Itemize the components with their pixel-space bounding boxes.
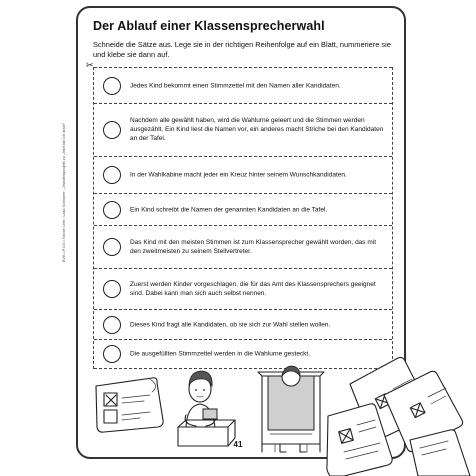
sentence-text: Ein Kind schreibt die Namen der genannten Kandidaten an die Tafel.	[130, 205, 328, 213]
instruction-text: Schneide die Sätze aus. Lege sie in der richtigen Reihenfolge auf ein Blatt, nummeriere sie und klebe sie dann auf.	[93, 40, 391, 59]
sentence-text: Jedes Kind bekommt einen Stimmzettel mit den Namen aller Kandidaten.	[130, 81, 341, 89]
ballot-paper-illustration	[96, 378, 163, 432]
ballot-pile-illustration	[327, 357, 470, 476]
child-with-ballot-box-illustration	[178, 371, 235, 446]
page-title: Der Ablauf einer Klassensprecherwahl	[93, 19, 325, 33]
sentence-text: Das Kind mit den meisten Stimmen ist zum Klassensprecher gewählt worden, das mit den zweitmeisten zu seinem Stellvertreter.	[130, 238, 377, 255]
sentence-text: In der Wahlkabine macht jeder ein Kreuz hinter seinem Wunschkandidaten.	[130, 171, 347, 179]
sentence-text: Dieses Kind fragt alle Kandidaten, ob sie sich zur Wahl stellen wollen.	[130, 320, 331, 328]
sentence-text: Die ausgefüllten Stimmzettel werden in die Wahlurne gesteckt.	[130, 350, 311, 358]
copyright-note: BVK LP103 • Nicole Lehr / Laila Schlomer: „Jeandleaprojekt zu „Jetzt bin ich dran!“	[62, 122, 66, 262]
sentence-text: Nachdem alle gewählt haben, wird die Wahlurne geleert und die Stimmen werden ausgezählt. Ein Kind liest die Namen vor, ein anderes macht Striche bei den Kandidaten an der Tafel.	[130, 117, 384, 143]
page-number: 41	[233, 440, 243, 449]
scissors-icon: ✂	[86, 60, 94, 70]
sentence-text: Zuerst werden Kinder vorgeschlagen, die für das Amt des Klassensprechers geeignet sind. Dabei kann man sich auch selbst nennen.	[130, 280, 376, 297]
